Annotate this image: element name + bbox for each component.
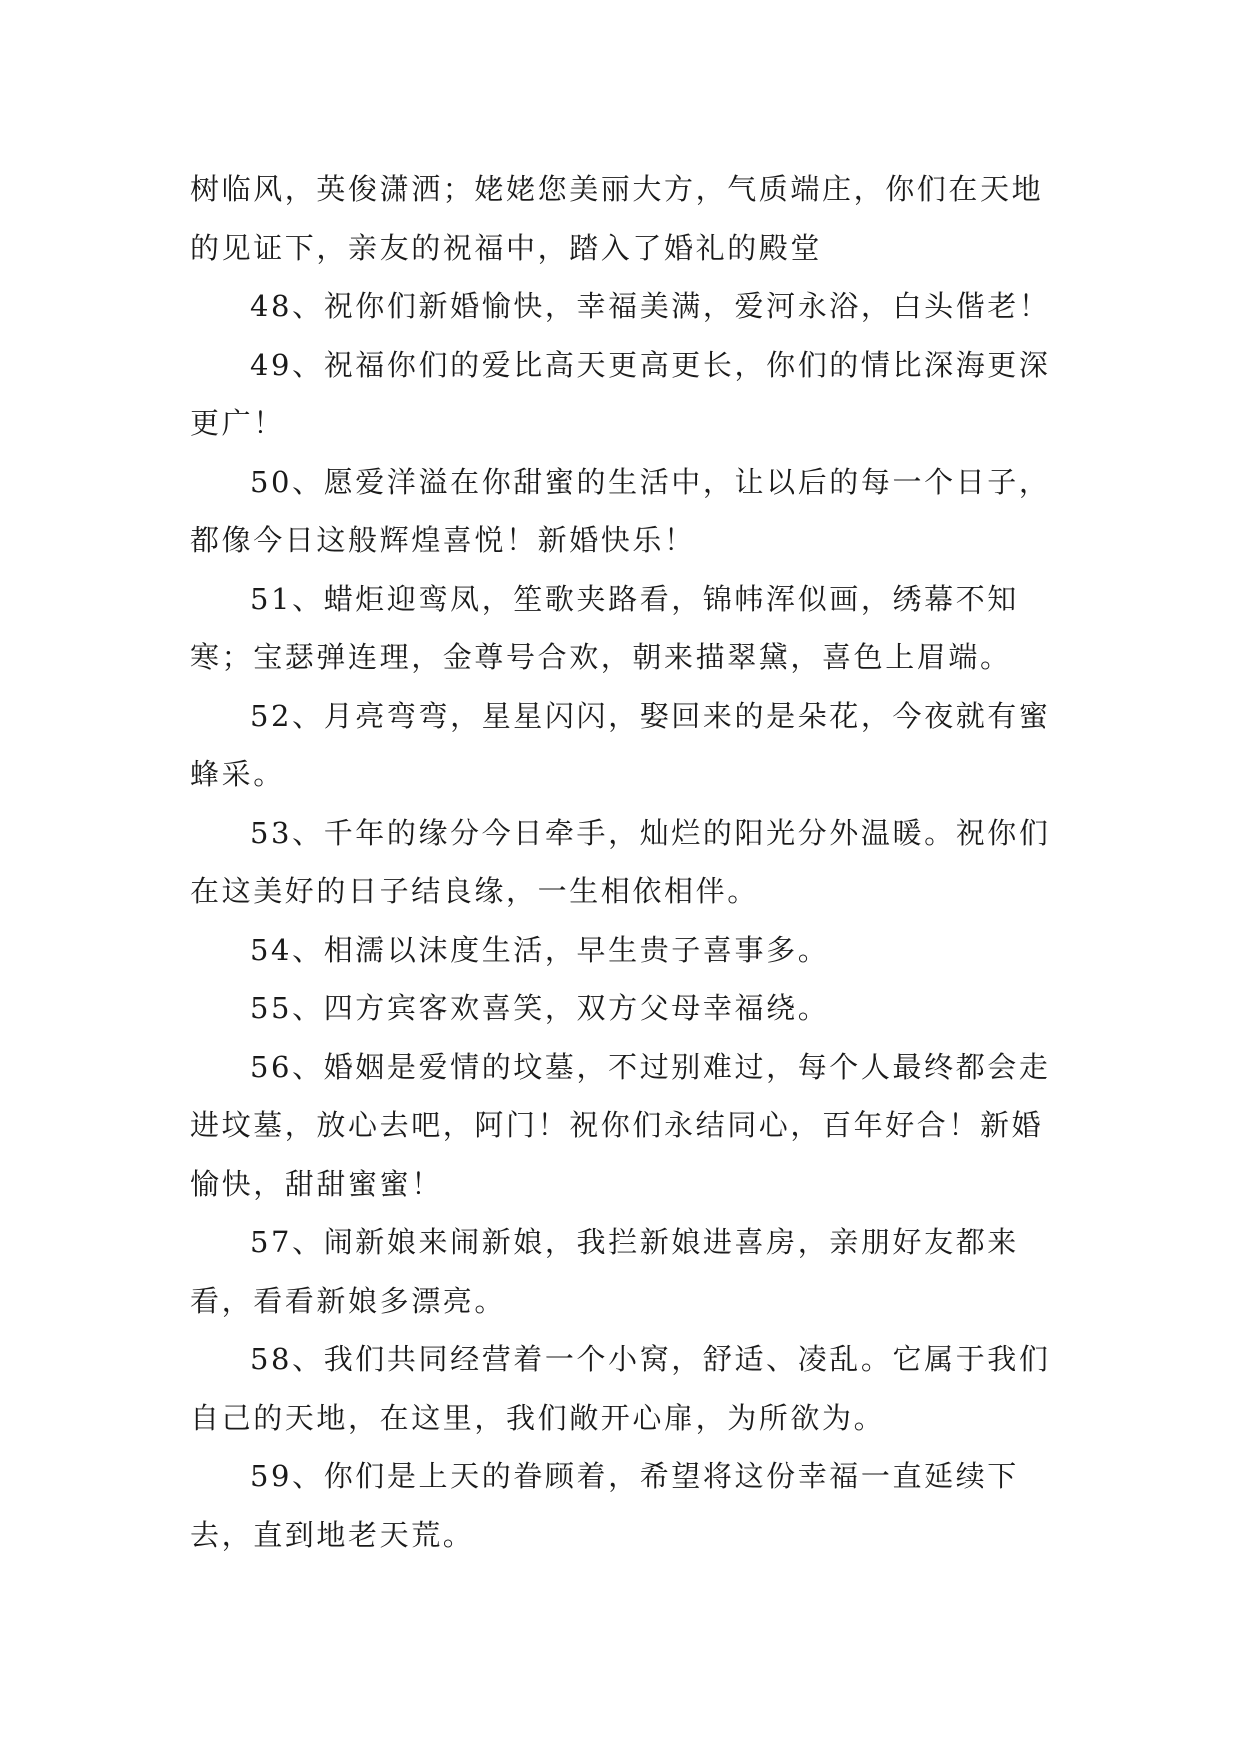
paragraph-53: 53、千年的缘分今日牵手，灿烂的阳光分外温暖。祝你们在这美好的日子结良缘，一生相依相伴。 (190, 815, 1051, 908)
paragraph-55: 55、四方宾客欢喜笑，双方父母幸福绕。 (250, 991, 830, 1025)
paragraph-56: 56、婚姻是爱情的坟墓，不过别难过，每个人最终都会走进坟墓，放心去吧，阿门！祝你们永结同心，百年好合！新婚愉快，甜甜蜜蜜！ (190, 1049, 1051, 1201)
paragraph-48: 48、祝你们新婚愉快，幸福美满，爱河永浴，白头偕老！ (250, 289, 1051, 323)
paragraph-51: 51、蜡炬迎鸾凤，笙歌夹路看，锦帏浑似画，绣幕不知寒；宝瑟弹连理，金尊号合欢，朝来描翠黛，喜色上眉端。 (190, 581, 1019, 674)
paragraph-continuation: 树临风，英俊潇洒；姥姥您美丽大方，气质端庄，你们在天地的见证下，亲友的祝福中，踏入了婚礼的殿堂 (190, 172, 1044, 265)
paragraph-49: 49、祝福你们的爱比高天更高更长，你们的情比深海更深更广！ (190, 347, 1051, 440)
paragraph-59: 59、你们是上天的眷顾着，希望将这份幸福一直延续下去，直到地老天荒。 (190, 1459, 1019, 1552)
paragraph-57: 57、闹新娘来闹新娘，我拦新娘进喜房，亲朋好友都来看，看看新娘多漂亮。 (190, 1225, 1019, 1318)
paragraph-54: 54、相濡以沫度生活，早生贵子喜事多。 (250, 932, 830, 967)
paragraph-58: 58、我们共同经营着一个小窝，舒适、凌乱。它属于我们自己的天地，在这里，我们敞开心扉，为所欲为。 (190, 1342, 1051, 1435)
paragraph-50: 50、愿爱洋溢在你甜蜜的生活中，让以后的每一个日子，都像今日这般辉煌喜悦！新婚快乐！ (190, 464, 1051, 557)
paragraph-52: 52、月亮弯弯，星星闪闪，娶回来的是朵花，今夜就有蜜蜂采。 (190, 698, 1051, 791)
document-body (190, 160, 1070, 1564)
